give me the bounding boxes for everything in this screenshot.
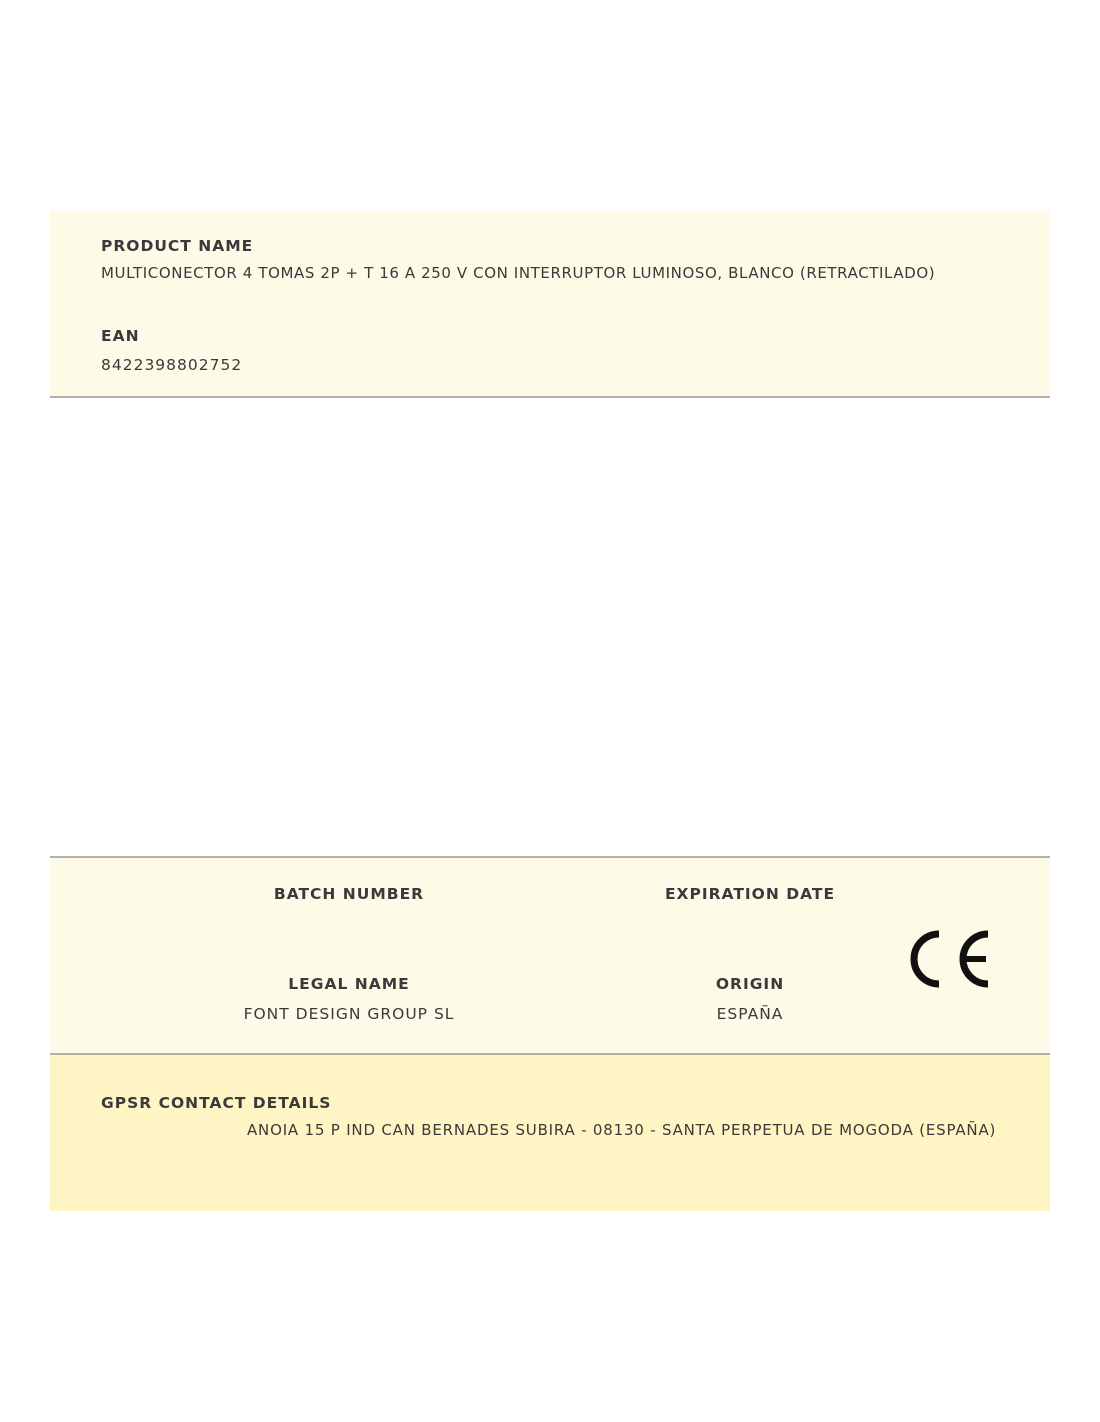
gpsr-contact-panel <box>50 1055 1050 1211</box>
origin-value: ESPAÑA <box>716 1005 784 1023</box>
gpsr-contact-label: GPSR CONTACT DETAILS <box>101 1094 332 1112</box>
product-name-label: PRODUCT NAME <box>101 237 254 255</box>
ce-mark-icon <box>908 928 992 990</box>
batch-number-label: BATCH NUMBER <box>273 885 425 903</box>
product-meta-panel <box>50 856 1050 1055</box>
ean-value: 8422398802752 <box>101 356 243 374</box>
legal-name-label: LEGAL NAME <box>288 975 410 993</box>
expiration-date-label: EXPIRATION DATE <box>664 885 836 903</box>
ean-label: EAN <box>101 327 140 345</box>
product-name-value: MULTICONECTOR 4 TOMAS 2P + T 16 A 250 V CON INTERRUPTOR LUMINOSO, BLANCO (RETRACTILADO) <box>101 264 936 282</box>
origin-label: ORIGIN <box>715 975 785 993</box>
product-info-panel <box>50 211 1050 398</box>
gpsr-contact-value: ANOIA 15 P IND CAN BERNADES SUBIRA - 08130 - SANTA PERPETUA DE MOGODA (ESPAÑA) <box>247 1121 997 1139</box>
legal-name-value: FONT DESIGN GROUP SL <box>243 1005 455 1023</box>
